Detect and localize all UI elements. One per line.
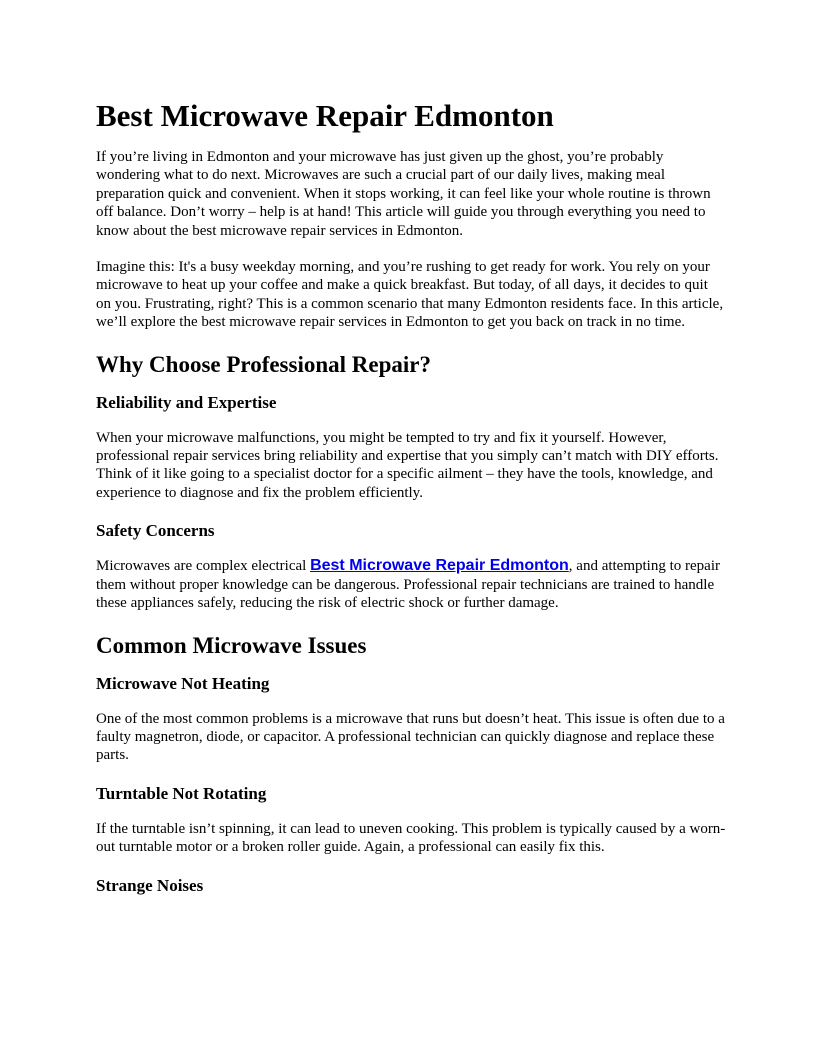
page-title: Best Microwave Repair Edmonton [96,98,554,133]
intro-paragraph-2: Imagine this: It's a busy weekday morning, and you’re rushing to get ready for work. You rely on your microwave to heat up your coffee and make a quick breakfast. But today, of all days, it decides to quit on you. Frustrating, right? This is a common scenario that many Edmonton residents face. In this article, we’ll explore the best microwave repair services in Edmonton to get you back on track in no time. [96,259,724,331]
intro-paragraph-1: If you’re living in Edmonton and your microwave has just given up the ghost, you’re probably wondering what to do next. Microwaves are such a crucial part of our daily lives, making meal preparation quick and convenient. When it stops working, it can feel like your whole routine is thrown off balance. Don’t worry – help is at hand! This article will guide you through everything you need to know about the best microwave repair services in Edmonton. [96,149,711,239]
safety-text-before: Microwaves are complex electrical [96,558,311,575]
subheading-reliability: Reliability and Expertise [96,392,277,412]
subheading-strange-noises: Strange Noises [96,875,204,895]
safety-paragraph [96,557,726,612]
subheading-turntable: Turntable Not Rotating [96,783,267,803]
subheading-safety: Safety Concerns [96,521,215,541]
reliability-paragraph: When your microwave malfunctions, you might be tempted to try and fix it yourself. However, professional repair services bring reliability and expertise that you simply can’t match with DIY efforts. Think of it like going to a specialist doctor for a specific ailment – they have the tools, knowledge, and experience to diagnose and fix the problem efficiently. [96,429,719,501]
subheading-not-heating: Microwave Not Heating [96,673,270,693]
repair-link[interactable]: Best Microwave Repair Edmonton [310,557,569,575]
document-page [96,96,726,912]
section-heading-common-issues: Common Microwave Issues [96,632,367,658]
not-heating-paragraph: One of the most common problems is a microwave that runs but doesn’t heat. This issue is often due to a faulty magnetron, diode, or capacitor. A professional technician can quickly diagnose and replace these parts. [96,710,725,764]
safety-text-after: , and attempting to repair them without proper knowledge can be dangerous. Professional repair technicians are trained to handle these appliances safely, reducing the risk of electric shock or further damage. [96,558,720,612]
turntable-paragraph: If the turntable isn’t spinning, it can lead to uneven cooking. This problem is typically caused by a worn-out turntable motor or a broken roller guide. Again, a professional can easily fix this. [96,820,726,856]
section-heading-why: Why Choose Professional Repair? [96,351,431,377]
